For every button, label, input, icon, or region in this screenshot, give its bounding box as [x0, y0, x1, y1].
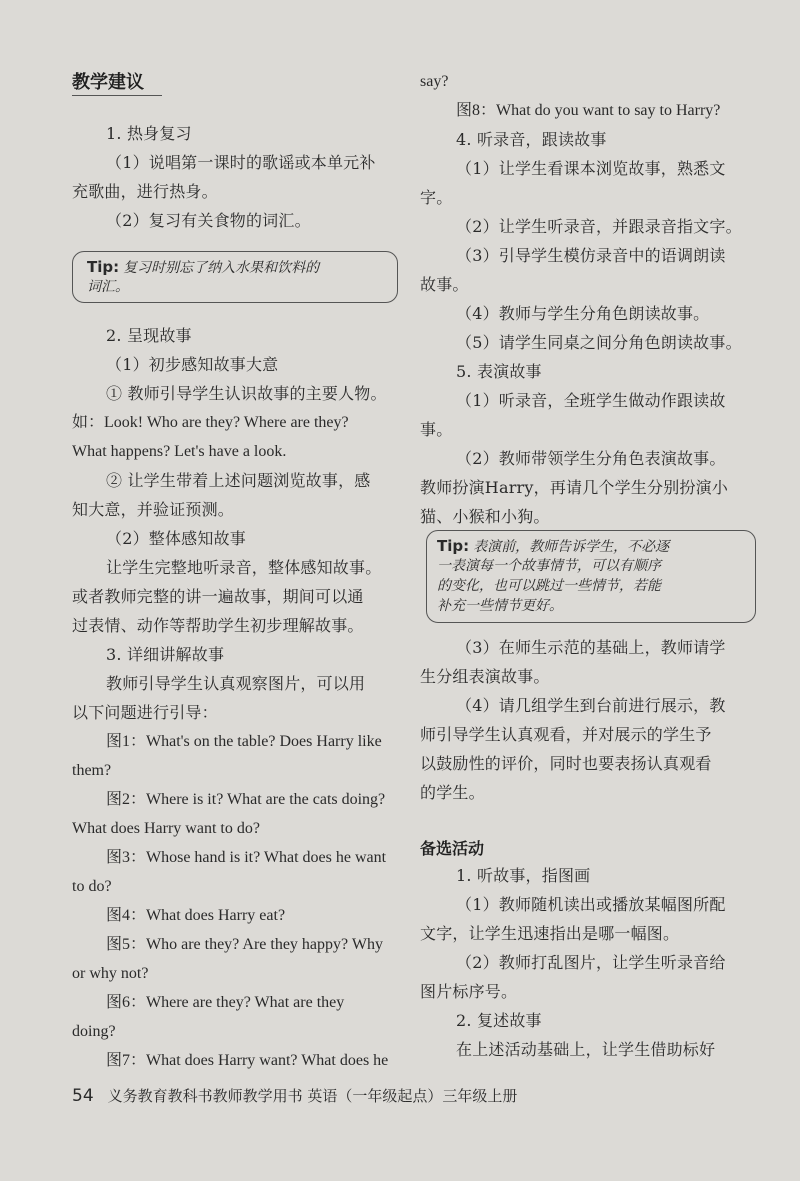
paragraph-line: 1. 听故事，指图画: [456, 866, 591, 885]
question-line: 图6：Where are they? What are they: [106, 994, 345, 1011]
tip-box: [426, 530, 756, 623]
optional-activities-heading: 备选活动: [420, 839, 485, 858]
paragraph-line: （3）引导学生模仿录音中的语调朗读: [456, 246, 726, 265]
question-line: them?: [72, 762, 112, 779]
retell-heading: 2. 复述故事: [456, 1011, 542, 1030]
question-line: 图4：What does Harry eat?: [106, 907, 286, 924]
paragraph-line: 如：Look! Who are they? Where are they?: [72, 414, 349, 431]
story-heading: 2. 呈现故事: [106, 326, 192, 345]
paragraph-line: （2）教师打乱图片，让学生听录音给: [456, 953, 726, 972]
question-line: say?: [420, 73, 449, 90]
paragraph-line: （1）听录音，全班学生做动作跟读故: [456, 391, 726, 410]
perform-heading: 5. 表演故事: [456, 362, 542, 381]
paragraph-line: 在上述活动基础上，让学生借助标好: [456, 1040, 716, 1059]
paragraph-line: 让学生完整地听录音，整体感知故事。: [106, 558, 382, 577]
paragraph-line: 或者教师完整的讲一遍故事，期间可以通: [72, 587, 364, 606]
paragraph-line: 生分组表演故事。: [420, 667, 550, 686]
paragraph-line: （1）教师随机读出或播放某幅图所配: [456, 895, 726, 914]
listen-heading: 4. 听录音，跟读故事: [456, 130, 607, 149]
detail-heading: 3. 详细讲解故事: [106, 645, 225, 664]
tip-label: Tip:: [87, 258, 120, 276]
question-line: 图8：What do you want to say to Harry?: [456, 102, 721, 119]
tip-label: Tip:: [437, 537, 470, 555]
question-line: 图5：Who are they? Are they happy? Why: [106, 936, 383, 953]
paragraph-line: 的学生。: [420, 783, 485, 802]
paragraph-line: （1）初步感知故事大意: [106, 355, 279, 374]
paragraph-line: （4）请几组学生到台前进行展示，教: [456, 696, 726, 715]
paragraph-line: 知大意，并验证预测。: [72, 500, 235, 519]
tip-line: Tip: 复习时别忘了纳入水果和饮料的: [87, 258, 320, 276]
section-title-underline: [72, 95, 162, 96]
paragraph-line: （2）复习有关食物的词汇。: [106, 211, 311, 230]
paragraph-line: 以下问题进行引导：: [72, 703, 218, 722]
tip-line: 补充一些情节更好。: [437, 598, 563, 614]
page-footer: [72, 1085, 517, 1106]
paragraph-line: 以鼓励性的评价，同时也要表扬认真观看: [420, 754, 712, 773]
question-line: 图1：What's on the table? Does Harry like: [106, 733, 382, 750]
paragraph-line: 图片标序号。: [420, 982, 518, 1001]
question-line: to do?: [72, 878, 112, 895]
paragraph-line: 猫、小猴和小狗。: [420, 507, 550, 526]
question-line: What does Harry want to do?: [72, 820, 260, 837]
paragraph-line: （2）整体感知故事: [106, 529, 246, 548]
paragraph-line: （3）在师生示范的基础上，教师请学: [456, 638, 726, 657]
paragraph-line: 教师扮演Harry，再请几个学生分别扮演小: [420, 478, 729, 497]
paragraph-line: ① 教师引导学生认识故事的主要人物。: [106, 384, 387, 403]
section-title: 教学建议: [72, 72, 144, 93]
question-line: 图3：Whose hand is it? What does he want: [106, 849, 387, 866]
paragraph-line: 师引导学生认真观看，并对展示的学生予: [420, 725, 712, 744]
paragraph-line: 文字，让学生迅速指出是哪一幅图。: [420, 924, 680, 943]
question-line: 图2：Where is it? What are the cats doing?: [106, 791, 386, 808]
paragraph-line: 教师引导学生认真观察图片，可以用: [106, 674, 366, 693]
paragraph-line: 充歌曲，进行热身。: [72, 182, 218, 201]
question-line: 图7：What does Harry want? What does he: [106, 1052, 389, 1069]
paragraph-line: （5）请学生同桌之间分角色朗读故事。: [456, 333, 742, 352]
paragraph-line: （2）教师带领学生分角色表演故事。: [456, 449, 726, 468]
book-title: 义务教育教科书教师教学用书 英语（一年级起点）三年级上册: [107, 1087, 518, 1105]
question-line: doing?: [72, 1023, 116, 1040]
paragraph-line: 事。: [420, 420, 453, 439]
tip-line: 一表演每一个故事情节，可以有顺序: [437, 558, 661, 574]
paragraph-line: （1）说唱第一课时的歌谣或本单元补: [106, 153, 376, 172]
paragraph-line: 字。: [420, 188, 453, 207]
paragraph-line: ② 让学生带着上述问题浏览故事，感: [106, 471, 371, 490]
paragraph-line: 故事。: [420, 275, 469, 294]
tip-line: 的变化，也可以跳过一些情节，若能: [437, 578, 661, 594]
tip-line: 词汇。: [87, 279, 129, 295]
paragraph-line: What happens? Let's have a look.: [72, 443, 287, 460]
paragraph-line: （2）让学生听录音，并跟录音指文字。: [456, 217, 742, 236]
tip-box: [72, 251, 398, 303]
page-number: 54: [72, 1086, 94, 1106]
question-line: or why not?: [72, 965, 149, 982]
paragraph-line: （1）让学生看课本浏览故事，熟悉文: [456, 159, 726, 178]
paragraph-line: 过表情、动作等帮助学生初步理解故事。: [72, 616, 364, 635]
paragraph-line: （4）教师与学生分角色朗读故事。: [456, 304, 710, 323]
tip-line: Tip: 表演前，教师告诉学生，不必逐: [437, 537, 670, 555]
warmup-heading: 1. 热身复习: [106, 124, 192, 143]
